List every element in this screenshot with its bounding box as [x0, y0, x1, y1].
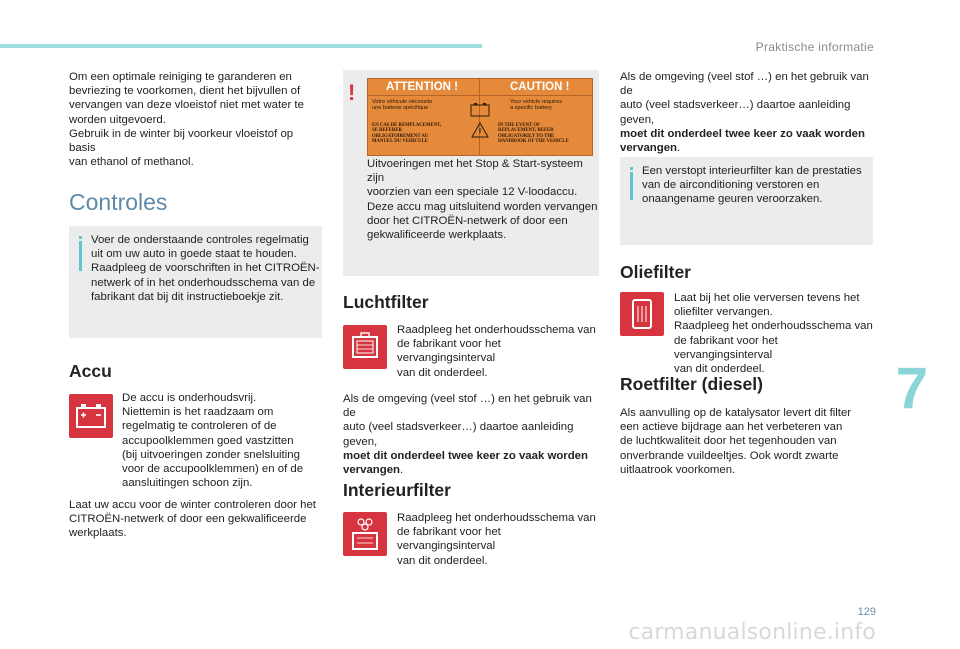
battery-icon: [69, 394, 113, 438]
chapter-tab-number: 7: [895, 356, 928, 421]
text-line: Als de omgeving (veel stof …) en het gebruik van de: [620, 71, 869, 98]
stop-start-paragraph: [367, 157, 599, 242]
text-punctuation: .: [399, 464, 404, 477]
text-line: worden uitgevoerd.: [69, 113, 166, 126]
text-line: Raadpleeg het onderhoudsschema van: [397, 512, 596, 524]
interieur-info-box: [620, 157, 873, 245]
text-line: van dit onderdeel.: [674, 363, 765, 376]
text-line: Raadpleeg het onderhoudsschema van: [397, 324, 596, 336]
luchtfilter-heading: Luchtfilter: [343, 292, 429, 312]
text-line: Als de omgeving (veel stof …) en het gebruik van de: [343, 393, 592, 420]
text-line: accupoolklemmen goed vastzitten: [122, 434, 294, 447]
text-line: De accu is onderhoudsvrij.: [122, 392, 257, 404]
text-line: Uitvoeringen met het Stop & Start-systeem zijn: [367, 158, 583, 185]
text-line: Deze accu mag uitsluitend worden vervangen: [367, 200, 598, 213]
text-line: EN CAS DE REMPLACEMENT,: [372, 123, 442, 128]
text-line-bold: moet dit onderdeel twee keer zo vaak worden: [620, 127, 865, 140]
text-line: onverbrande vuildeeltjes. Ook wordt zwarte: [620, 449, 839, 462]
label-fr-caps: [372, 123, 441, 145]
text-line: a specific battery: [510, 105, 552, 112]
text-line: de fabrikant voor het vervangingsinterval: [674, 334, 778, 361]
section-title: Praktische informatie: [755, 40, 874, 54]
text-line: Een verstopt interieurfilter kan de prestaties: [642, 165, 862, 177]
text-line: Niettemin is het raadzaam om: [122, 406, 274, 419]
text-line: bevriezing te voorkomen, dient het bijvullen of: [69, 85, 301, 98]
text-line: van de airconditioning verstoren en: [642, 179, 820, 192]
text-line: MANUEL DU VEHICULE: [372, 139, 428, 145]
page-number: 129: [857, 606, 876, 618]
info-icon-bar: [79, 241, 82, 271]
accu-paragraph: [122, 391, 322, 490]
text-line: auto (veel stadsverkeer…) daartoe aanleiding geven,: [620, 99, 851, 126]
text-line: oliefilter vervangen.: [674, 306, 773, 319]
text-line: voor de accupoolklemmen) en of de: [122, 463, 304, 476]
text-line: de fabrikant voor het vervangingsinterval: [397, 526, 501, 553]
text-line: IN THE EVENT OF: [498, 123, 541, 128]
text-line: van dit onderdeel.: [397, 554, 488, 567]
interieurfilter-paragraph: [397, 511, 597, 568]
luchtfilter-dusty-paragraph: [343, 392, 601, 477]
text-line: SE REFERER: [372, 128, 402, 134]
text-line: Your vehicle requires: [510, 99, 563, 105]
text-line: Gebruik in de winter bij voorkeur vloeistof op basis: [69, 127, 294, 155]
accu-heading: Accu: [69, 361, 112, 381]
text-line: aansluitingen schoon zijn.: [122, 477, 253, 490]
text-punctuation: .: [676, 142, 681, 155]
text-line: auto (veel stadsverkeer…) daartoe aanleiding geven,: [343, 421, 574, 448]
info-icon: [630, 167, 633, 170]
warning-exclamation-icon: !: [348, 80, 356, 105]
header-accent-bar: [0, 44, 482, 48]
text-line: Als aanvulling op de katalysator levert dit filter: [620, 407, 852, 419]
label-caution: CAUTION !: [510, 81, 570, 93]
roetfilter-paragraph: [620, 406, 878, 477]
text-line: une batterie spécifique: [372, 105, 429, 112]
text-line: Om een optimale reiniging te garanderen en: [69, 71, 292, 83]
oliefilter-paragraph: [674, 291, 874, 376]
controles-heading: Controles: [69, 189, 168, 215]
text-line: HANDBOOK OF THE VEHICLE: [498, 139, 569, 145]
text-line: gekwalificeerde werkplaats.: [367, 229, 507, 242]
label-en-small: [510, 99, 562, 112]
text-line: fabrikant dat bij dit instructieboekje zit.: [91, 290, 284, 303]
text-line: regelmatig te controleren of de: [122, 420, 277, 433]
info-icon: [79, 236, 82, 239]
interieur-dusty-paragraph: [620, 70, 880, 155]
label-attention: ATTENTION !: [386, 81, 458, 93]
battery-warning-icon: [468, 101, 492, 141]
text-line: door het CITROËN-netwerk of door een: [367, 214, 568, 227]
text-line: vervangen van deze vloeistof niet met water te: [69, 99, 304, 112]
cabin-filter-icon: [343, 512, 387, 556]
text-line: een actieve bijdrage aan het verbeteren van: [620, 421, 843, 434]
intro-paragraph: [69, 70, 319, 169]
air-filter-icon: [343, 325, 387, 369]
text-line: CITROËN-netwerk of door een gekwalificeerde: [69, 513, 307, 526]
text-line: Raadpleeg het onderhoudsschema van: [674, 320, 873, 333]
text-line: de luchtkwaliteit door het tegenhouden van: [620, 435, 837, 448]
text-line-bold: vervangen: [620, 142, 677, 155]
watermark: carmanualsonline.info: [628, 620, 876, 645]
text-line-bold: vervangen: [343, 464, 400, 477]
text-line: voorzien van een speciale 12 V-loodaccu.: [367, 186, 578, 199]
controles-info-box: [69, 226, 322, 338]
text-line: (bij uitvoeringen zonder snelsluiting: [122, 448, 300, 461]
roetfilter-heading: Roetfilter (diesel): [620, 374, 763, 394]
text-line: de fabrikant voor het vervangingsinterval: [397, 338, 501, 365]
text-line: uitlaatrook voorkomen.: [620, 463, 736, 476]
text-line: Votre véhicule nécessite: [372, 99, 433, 105]
text-line: onaangename geuren veroorzaken.: [642, 193, 823, 206]
text-line: Laat bij het olie verversen tevens het: [674, 292, 860, 304]
text-line-bold: moet dit onderdeel twee keer zo vaak worden: [343, 449, 588, 462]
text-line: Laat uw accu voor de winter controleren door het: [69, 499, 316, 511]
label-divider: [368, 95, 592, 96]
interieurfilter-heading: Interieurfilter: [343, 480, 451, 500]
luchtfilter-paragraph: [397, 323, 597, 380]
text-line: werkplaats.: [69, 527, 127, 540]
text-line: Raadpleeg de voorschriften in het CITROËN-: [91, 262, 320, 275]
text-line: OBLIGATORILY TO THE: [498, 133, 555, 139]
accu-winter-paragraph: [69, 498, 324, 541]
text-line: van ethanol of methanol.: [69, 156, 194, 169]
battery-caution-label: [367, 78, 593, 156]
text-line: REPLACEMENT, REFER: [498, 128, 554, 134]
text-line: Voer de onderstaande controles regelmatig: [91, 234, 309, 246]
oil-filter-icon: [620, 292, 664, 336]
label-en-caps: [498, 123, 569, 145]
text-line: van dit onderdeel.: [397, 366, 488, 379]
text-line: uit om uw auto in goede staat te houden.: [91, 248, 297, 261]
text-line: netwerk of in het onderhoudsschema van de: [91, 276, 316, 289]
text-line: OBLIGATOIREMENT AU: [372, 133, 429, 139]
info-icon-bar: [630, 172, 633, 200]
label-fr-small: [372, 99, 432, 112]
oliefilter-heading: Oliefilter: [620, 262, 691, 282]
